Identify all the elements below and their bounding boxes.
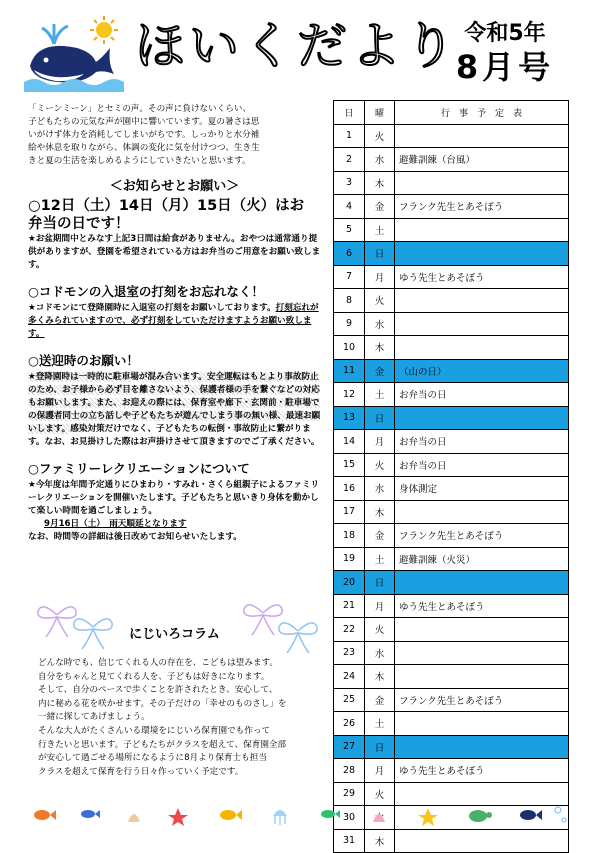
calendar-event [395, 665, 569, 689]
calendar-day: 10 [334, 336, 365, 360]
calendar-weekday: 土 [365, 218, 395, 242]
calendar-day: 4 [334, 195, 365, 219]
calendar-weekday: 日 [365, 735, 395, 759]
shell-icon [128, 814, 140, 822]
calendar-weekday: 金 [365, 524, 395, 548]
intro-line: いがけず体力を消耗してしまいがちです。しっかりと水分補 [28, 130, 260, 140]
calendar-row [334, 359, 569, 383]
calendar-day: 5 [334, 218, 365, 242]
calendar-event [395, 406, 569, 430]
calendar-day: 28 [334, 759, 365, 783]
calendar-event [395, 171, 569, 195]
recreation-note: なお、時間等の詳細は後日改めてお知らせいたします。 [28, 532, 242, 542]
intro-line: 給や休息を取りながら、体調の変化に気を付けつつ、生き生 [28, 143, 260, 153]
header-weekday: 曜 [365, 101, 395, 125]
calendar-day: 12 [334, 383, 365, 407]
column-line: そんな大人がたくさんいる環境をにじいろ保育園でも作って [38, 725, 271, 736]
calendar-row [334, 735, 569, 759]
calendar-day: 31 [334, 829, 365, 853]
calendar-row [334, 312, 569, 336]
calendar-day: 23 [334, 641, 365, 665]
calendar-day: 1 [334, 124, 365, 148]
calendar-weekday: 水 [365, 312, 395, 336]
jellyfish-icon [273, 810, 287, 825]
calendar-event: フランク先生とあそぼう [395, 524, 569, 548]
calendar-row [334, 759, 569, 783]
codomon-body-text: ★コドモンにて登降園時に入退室の打刻をお願いしております。 [28, 303, 276, 313]
fish-icon [81, 810, 100, 818]
column-text [38, 657, 321, 779]
calendar-row [334, 594, 569, 618]
calendar-weekday: 火 [365, 782, 395, 806]
calendar-event: フランク先生とあそぼう [395, 195, 569, 219]
newsletter-title: ほいくだより [135, 17, 459, 75]
calendar-weekday: 日 [365, 571, 395, 595]
starfish-icon [168, 808, 188, 826]
header-day: 日 [334, 101, 365, 125]
calendar-weekday: 木 [365, 171, 395, 195]
calendar-event [395, 829, 569, 853]
calendar-weekday: 土 [365, 383, 395, 407]
calendar-event: フランク先生とあそぼう [395, 688, 569, 712]
calendar-day: 8 [334, 289, 365, 313]
calendar-event: ゆう先生とあそぼう [395, 265, 569, 289]
calendar-day: 6 [334, 242, 365, 266]
calendar-day: 9 [334, 312, 365, 336]
calendar-weekday: 火 [365, 124, 395, 148]
calendar-event: お弁当の日 [395, 430, 569, 454]
calendar-event [395, 500, 569, 524]
calendar-weekday: 木 [365, 500, 395, 524]
fish-icon [520, 810, 542, 820]
fish-icon [34, 810, 56, 820]
calendar-day: 16 [334, 477, 365, 501]
calendar-row [334, 618, 569, 642]
turtle-icon [469, 810, 492, 822]
calendar-weekday: 木 [365, 665, 395, 689]
calendar-day: 7 [334, 265, 365, 289]
shell-icon [373, 814, 385, 822]
calendar-weekday: 火 [365, 618, 395, 642]
calendar-weekday: 水 [365, 148, 395, 172]
column-title: にじいろコラム [129, 627, 220, 642]
calendar-day: 21 [334, 594, 365, 618]
calendar-row [334, 524, 569, 548]
notice-heading: ＜お知らせとお願い＞ [109, 179, 240, 194]
calendar-day: 26 [334, 712, 365, 736]
calendar-header [334, 101, 569, 125]
calendar-weekday: 金 [365, 195, 395, 219]
column-line: どんな時でも、信じてくれる人の存在を、こどもは望みます。 [38, 658, 278, 668]
calendar-row [334, 406, 569, 430]
fish-icon [220, 810, 242, 820]
calendar-event [395, 289, 569, 313]
calendar-event [395, 618, 569, 642]
calendar-row [334, 383, 569, 407]
calendar-event: ゆう先生とあそぼう [395, 594, 569, 618]
column-box [28, 605, 321, 790]
calendar-row [334, 665, 569, 689]
calendar-weekday: 水 [365, 641, 395, 665]
calendar-event [395, 218, 569, 242]
calendar-event [395, 712, 569, 736]
calendar-day: 20 [334, 571, 365, 595]
starfish-icon [418, 808, 438, 826]
calendar-row [334, 641, 569, 665]
left-column [28, 103, 321, 544]
calendar-weekday: 土 [365, 712, 395, 736]
calendar-day: 24 [334, 665, 365, 689]
calendar-row [334, 289, 569, 313]
calendar-row [334, 430, 569, 454]
calendar-row [334, 218, 569, 242]
calendar-day: 19 [334, 547, 365, 571]
column-line: 内に秘める花を咲かせます。その子だけの「幸せのものさし」を [38, 698, 287, 709]
recreation-date: 9月16日（土） 雨天順延となります [44, 519, 187, 529]
calendar-weekday: 木 [365, 336, 395, 360]
lunch-heading-cont: 弁当の日です！ [28, 216, 130, 232]
bubble-icon [555, 807, 566, 822]
lunch-heading: ○12日（土）14日（月）15日（火）はお [28, 198, 305, 214]
calendar-row [334, 547, 569, 571]
calendar-day: 30 [334, 806, 365, 830]
calendar-event [395, 641, 569, 665]
recreation-body: ★今年度は年間予定通りにひまわり・すみれ・さくら組親子によるファミリーレクリエーションを開催いたします。子どもたちと思いきり身体を動かして楽しい時間を過ごしましょう。 [28, 480, 320, 516]
intro-line: 「ミーンミーン」とセミの声。その声に負けないくらい、 [28, 104, 252, 114]
intro-line: きと夏の生活を楽しめるようにしていきたいと思います。 [28, 156, 251, 166]
codomon-body-underlined: 打刻忘れが多くみられていますので、必ず打刻をしていただけますようお願い致します。 [28, 303, 319, 339]
calendar-event: お弁当の日 [395, 383, 569, 407]
recreation-heading: ○ファミリーレクリエーションについて [28, 461, 250, 476]
event-calendar [333, 100, 569, 853]
calendar-weekday: 土 [365, 547, 395, 571]
sea-creatures-border [28, 800, 568, 830]
fish-icon [321, 810, 340, 818]
calendar-row [334, 453, 569, 477]
calendar-day: 15 [334, 453, 365, 477]
calendar-day: 25 [334, 688, 365, 712]
calendar-weekday: 日 [365, 406, 395, 430]
calendar-event: 避難訓練（火災） [395, 547, 569, 571]
calendar-event [395, 735, 569, 759]
calendar-day: 27 [334, 735, 365, 759]
calendar-row [334, 712, 569, 736]
column-line: が安心して過ごせる場所になるように8月より保育士も担当 [38, 753, 267, 764]
era-year: 令和5年 [464, 21, 546, 46]
calendar-row [334, 477, 569, 501]
calendar-weekday: 月 [365, 430, 395, 454]
calendar-row [334, 171, 569, 195]
issue-month: 8月号 [455, 48, 555, 86]
column-line: 一緒に探してあげましょう。 [38, 712, 150, 723]
calendar-event [395, 571, 569, 595]
column-line: 自分をちゃんと見てくれる人を、子どもは好きになります。 [38, 671, 270, 682]
calendar-row [334, 336, 569, 360]
calendar-row [334, 829, 569, 853]
calendar-weekday: 日 [365, 242, 395, 266]
pickup-heading: ○送迎時のお願い！ [28, 353, 139, 368]
calendar-weekday: 金 [365, 688, 395, 712]
lunch-body: ★お盆期間中とみなす上記3日間は給食がありません。おやつは通常通り提供がありますが、登園を希望されている方はお弁当のご用意をお願い致します。 [28, 234, 321, 270]
pickup-body [28, 371, 321, 449]
column-line: そして、自分のペースで歩くことを許されたとき、安心して、 [38, 685, 278, 696]
calendar-weekday: 火 [365, 289, 395, 313]
calendar-event [395, 312, 569, 336]
header-events: 行 事 予 定 表 [395, 101, 569, 125]
calendar-day: 11 [334, 359, 365, 383]
calendar-row [334, 242, 569, 266]
calendar-weekday: 火 [365, 453, 395, 477]
calendar-day: 17 [334, 500, 365, 524]
calendar-day: 3 [334, 171, 365, 195]
calendar-row [334, 124, 569, 148]
calendar-row [334, 195, 569, 219]
calendar-day: 2 [334, 148, 365, 172]
calendar-row [334, 571, 569, 595]
calendar-weekday: 月 [365, 759, 395, 783]
calendar-row [334, 688, 569, 712]
pickup-body-text: 感染対策だけでなく、子どもたちの転倒・事故防止に繋がります。なお、お見掛けした際はお声掛けさせて頂きますのでご了承ください。 [28, 424, 320, 447]
intro-line: 子どもたちの元気な声が園中に響いています。夏の暑さは思 [28, 117, 260, 127]
calendar-weekday: 月 [365, 265, 395, 289]
pickup-body-shaded: ★登降園時は一時的に駐車場が混み合います。安全運転はもとより事故防止のため、お子様から必ず目を離さないよう、保護者様の手を繋ぐなどの対応もお願いします。また、お迎えの際には、保育室や廊下・玄関前・駐車場での保護者同士の立ち話しや子どもたちが遊んでしまう事の無い様、最速お願いします。 [28, 372, 321, 434]
calendar-weekday: 木 [365, 829, 395, 853]
codomon-body [28, 302, 321, 341]
calendar-day: 14 [334, 430, 365, 454]
calendar-row [334, 500, 569, 524]
calendar-event: （山の日） [395, 359, 569, 383]
calendar-weekday: 金 [365, 359, 395, 383]
calendar-day: 29 [334, 782, 365, 806]
calendar-row [334, 148, 569, 172]
calendar-day: 22 [334, 618, 365, 642]
calendar-row [334, 265, 569, 289]
calendar-event [395, 336, 569, 360]
calendar-day: 13 [334, 406, 365, 430]
calendar-day: 18 [334, 524, 365, 548]
calendar-event [395, 242, 569, 266]
column-line: クラスを超えて保育を行う日々作っていく予定です。 [38, 766, 244, 777]
codomon-heading: ○コドモンの入退室の打刻をお忘れなく！ [28, 284, 264, 299]
calendar-event: お弁当の日 [395, 453, 569, 477]
calendar-event: 避難訓練（台風） [395, 148, 569, 172]
calendar-weekday: 水 [365, 477, 395, 501]
calendar-event: ゆう先生とあそぼう [395, 759, 569, 783]
calendar-event: 身体測定 [395, 477, 569, 501]
calendar-body [334, 124, 569, 853]
whale-illustration [24, 14, 124, 92]
calendar-weekday: 月 [365, 594, 395, 618]
column-line: 行きたいと思います。子どもたちがクラスを超えて、保育園全部 [38, 739, 287, 750]
calendar-event [395, 124, 569, 148]
